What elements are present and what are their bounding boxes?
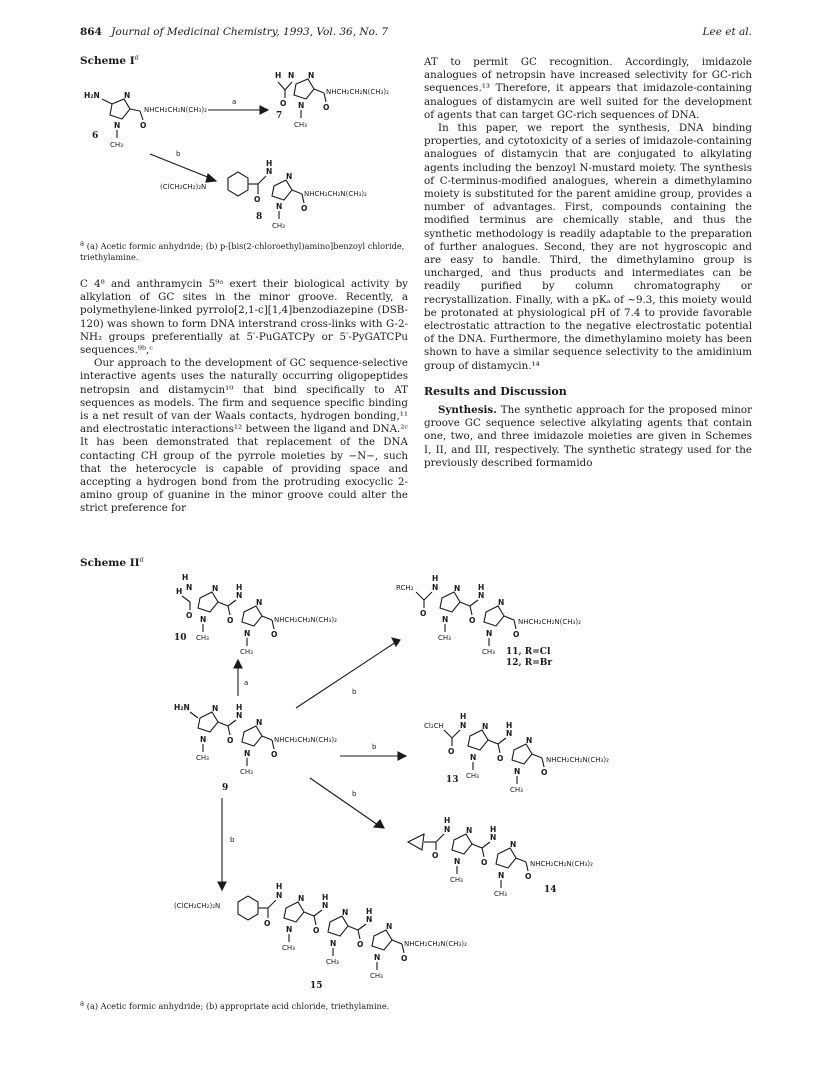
scheme-1-title: Scheme $I^a$ [80, 53, 139, 67]
scheme-2-diagram [160, 570, 720, 1010]
svg-text:CH₃: CH₃ [196, 634, 209, 642]
svg-text:H: H [444, 816, 451, 825]
svg-text:O: O [271, 750, 278, 759]
scheme-2-title: Scheme $II^a$ [80, 555, 144, 569]
svg-text:N: N [200, 615, 207, 624]
scheme-2-title-mark: a [139, 555, 144, 564]
svg-text:O: O [525, 872, 532, 881]
svg-text:N: N [498, 598, 505, 607]
compound-7-label: 7 [276, 111, 283, 121]
compound-14-structure [408, 816, 593, 898]
svg-text:CH₃: CH₃ [466, 772, 479, 780]
svg-text:H: H [182, 573, 189, 582]
svg-text:N: N [470, 753, 477, 762]
compound-6-structure [84, 91, 207, 149]
svg-text:N: N [244, 749, 251, 758]
svg-text:H: H [460, 712, 467, 721]
right-paragraph-1: AT to permit GC recognition. Accordingly, imidazole analogues of netropsin have increased selectivity for GC-rich sequences.¹³ Therefore, it appears that imidazole-containing analogues of distamycin are well suited for the development of agents that can target GC-rich sequences of DNA. [424, 56, 752, 121]
svg-text:N: N [200, 735, 207, 744]
svg-text:H₂N: H₂N [174, 703, 190, 712]
compound-11-label: 11, R=Cl [506, 647, 551, 657]
svg-text:O: O [541, 768, 548, 777]
svg-text:N: N [506, 729, 513, 738]
svg-text:NHCH₂CH₂N(CH₃)₂: NHCH₂CH₂N(CH₃)₂ [518, 618, 581, 626]
svg-text:O: O [323, 103, 330, 112]
compound-12-label: 12, R=Br [506, 658, 553, 668]
scheme-1-diagram [80, 68, 410, 238]
svg-text:O: O [280, 99, 287, 108]
svg-text:N: N [288, 71, 295, 80]
svg-text:N: N [482, 722, 489, 731]
svg-text:NHCH₂CH₂N(CH₃)₂: NHCH₂CH₂N(CH₃)₂ [546, 756, 609, 764]
svg-text:O: O [313, 926, 320, 935]
scheme-2-reagent-b-2: b [372, 743, 377, 751]
svg-text:NHCH₂CH₂N(CH₃)₂: NHCH₂CH₂N(CH₃)₂ [404, 940, 467, 948]
svg-text:O: O [469, 616, 476, 625]
left-column [80, 278, 408, 516]
svg-text:(ClCH₂CH₂)₂N: (ClCH₂CH₂)₂N [160, 183, 207, 191]
svg-text:N: N [236, 711, 243, 720]
svg-text:CH₃: CH₃ [450, 876, 463, 884]
compound-15-label: 15 [310, 981, 323, 991]
svg-text:NHCH₂CH₂N(CH₃)₂: NHCH₂CH₂N(CH₃)₂ [530, 860, 593, 868]
compound-13-structure [424, 712, 609, 794]
svg-text:N: N [444, 825, 451, 834]
right-paragraph-2: In this paper, we report the synthesis, DNA binding properties, and cytotoxicity of a series of imidazole-containing analogues of distamycin that are conjugated to alkylating agents including the benzoyl N-mustard moiety. The synthesis of C-terminus-modified analogues, wherein a dimethylamino moiety is substituted for the parent amidine group, provides a number of advantages. First, compounds containing the modified terminus are chemically stable, and thus the synthetic methodology is readily adaptable to the preparation of further analogues. Second, they are not hygroscopic and are easy to handle. Third, the dimethylamino group is uncharged, and thus products and intermediates can be readily purified by column chromatography or recrystallization. Finally, with a pKₐ of ~9.3, this moiety would be protonated at physiological pH of 7.4 to provide favorable electrostatic attraction to the negative electrostatic potential of the DNA. Furthermore, the dimethylamino moiety has been shown to have a similar sequence selectivity to the amidinium group of distamycin.¹⁴ [424, 122, 752, 372]
svg-text:N: N [466, 826, 473, 835]
svg-text:N: N [366, 915, 373, 924]
svg-text:N: N [186, 583, 193, 592]
svg-text:H: H [236, 703, 243, 712]
svg-text:N: N [432, 583, 439, 592]
svg-text:N: N [256, 598, 263, 607]
svg-text:N: N [298, 894, 305, 903]
left-paragraph-2: Our approach to the development of GC sequence-selective interactive agents uses the naturally occurring oligopeptides netropsin and distamycin¹⁰ that bind specifically to AT sequences as models. The firm and sequence specific binding is a net result of van der Waals contacts, hydrogen bonding,¹¹ and electrostatic interactions¹² between the ligand and DNA.²ᶜ It has been demonstrated that replacement of the DNA contacting CH group of the pyrrole moieties by −N−, such that the heterocycle is capable of providing space and accepting a hydrogen bond from the protruding exocyclic 2-amino group of guanine in the minor groove could alter the strict preference for [80, 357, 408, 515]
svg-text:N: N [308, 71, 315, 80]
svg-text:CH₃: CH₃ [272, 222, 285, 230]
compound-8-label: 8 [256, 212, 263, 222]
right-column [424, 56, 752, 470]
svg-text:NHCH₂CH₂N(CH₃)₂: NHCH₂CH₂N(CH₃)₂ [274, 616, 337, 624]
svg-text:N: N [276, 202, 283, 211]
scheme-2-reagent-b-4: b [230, 836, 235, 844]
svg-text:N: N [454, 584, 461, 593]
compound-11-12-structure [396, 574, 581, 668]
svg-text:N: N [286, 172, 293, 181]
svg-text:CH₃: CH₃ [510, 786, 523, 794]
svg-text:N: N [236, 591, 243, 600]
svg-text:CH₃: CH₃ [240, 768, 253, 776]
svg-text:N: N [212, 584, 219, 593]
svg-text:H₂N: H₂N [84, 91, 100, 100]
scheme-2-reagent-b-1: b [352, 688, 357, 696]
svg-text:O: O [420, 609, 427, 618]
svg-text:O: O [140, 121, 147, 130]
svg-text:O: O [513, 630, 520, 639]
compound-15-structure [174, 882, 467, 991]
svg-text:O: O [227, 616, 234, 625]
svg-text:N: N [330, 939, 337, 948]
svg-text:O: O [448, 747, 455, 756]
svg-text:O: O [254, 195, 261, 204]
svg-text:N: N [510, 840, 517, 849]
svg-text:N: N [286, 925, 293, 934]
svg-text:H: H [236, 583, 243, 592]
compound-9-label: 9 [222, 783, 229, 793]
svg-text:N: N [442, 615, 449, 624]
svg-text:N: N [460, 721, 467, 730]
svg-text:NHCH₂CH₂N(CH₃)₂: NHCH₂CH₂N(CH₃)₂ [144, 106, 207, 114]
compound-10-label: 10 [174, 633, 187, 643]
svg-text:CH₃: CH₃ [110, 141, 123, 149]
scheme-2-footnote: a (a) Acetic formic anhydride; (b) appropriate acid chloride, triethylamine. [80, 999, 390, 1011]
svg-text:N: N [478, 591, 485, 600]
svg-text:CH₃: CH₃ [282, 944, 295, 952]
svg-text:Cl₂CH: Cl₂CH [424, 722, 444, 730]
svg-text:O: O [481, 858, 488, 867]
svg-text:H: H [478, 583, 485, 592]
svg-text:N: N [114, 121, 121, 130]
svg-text:N: N [386, 922, 393, 931]
svg-text:H: H [176, 587, 183, 596]
svg-text:CH₃: CH₃ [370, 972, 383, 980]
svg-text:CH₃: CH₃ [240, 648, 253, 656]
section-heading: Results and Discussion [424, 384, 567, 398]
running-header [80, 26, 752, 42]
compound-10-structure [174, 573, 337, 656]
synthesis-lead: Synthesis. [438, 404, 497, 417]
svg-text:O: O [357, 940, 364, 949]
svg-text:H: H [432, 574, 439, 583]
svg-text:N: N [124, 91, 131, 100]
svg-text:H: H [275, 71, 282, 80]
svg-text:N: N [266, 167, 273, 176]
svg-text:N: N [322, 901, 329, 910]
svg-text:CH₃: CH₃ [494, 890, 507, 898]
svg-text:CH₃: CH₃ [482, 648, 495, 656]
svg-text:O: O [497, 754, 504, 763]
scheme-2-reagent-b-3: b [352, 790, 357, 798]
svg-text:(ClCH₂CH₂)₂N: (ClCH₂CH₂)₂N [174, 902, 221, 910]
page-number: 864 [80, 26, 102, 38]
svg-text:N: N [342, 908, 349, 917]
svg-text:NHCH₂CH₂N(CH₃)₂: NHCH₂CH₂N(CH₃)₂ [326, 88, 389, 96]
compound-8-structure [160, 159, 367, 230]
compound-13-label: 13 [446, 775, 459, 785]
svg-text:N: N [276, 891, 283, 900]
svg-text:O: O [227, 736, 234, 745]
svg-text:N: N [490, 833, 497, 842]
scheme-1-title-mark: a [134, 53, 139, 62]
scheme-1-footnote: a (a) Acetic formic anhydride; (b) p-[bis(2-chloroethyl)amino]benzoyl chloride, triethylamine. [80, 239, 405, 262]
svg-text:O: O [401, 954, 408, 963]
svg-text:N: N [374, 953, 381, 962]
journal-citation: Journal of Medicinal Chemistry, 1993, Vol. 36, No. 7 [111, 26, 389, 38]
compound-6-label: 6 [92, 131, 99, 141]
svg-text:H: H [366, 907, 373, 916]
svg-text:H: H [276, 882, 283, 891]
left-paragraph-1: C 4⁸ and anthramycin 5⁹ᵃ exert their biological activity by alkylation of GC sites in the minor groove. Recently, a polymethylene-linked pyrrolo[2,1-c][1,4]benzodiazepine (DSB-120) was shown to form DNA interstrand cross-links with G-2-NH₂ groups preferentially at 5′-PuGATCPy or 5′-PyGATCPu sequences.⁹ᵇ,ᶜ [80, 278, 408, 357]
svg-text:N: N [454, 857, 461, 866]
scheme-1-reagent-a: a [232, 98, 237, 106]
svg-text:NHCH₂CH₂N(CH₃)₂: NHCH₂CH₂N(CH₃)₂ [304, 190, 367, 198]
scheme-2-reagent-a: a [244, 679, 249, 687]
svg-text:N: N [514, 767, 521, 776]
compound-7-structure [275, 71, 389, 129]
running-author: Lee et al. [702, 26, 752, 38]
right-paragraph-3: Synthesis. The synthetic approach for the proposed minor groove GC sequence selective alkylating agents that contain one, two, and three imidazole moieties are given in Schemes I, II, and III, respectively. The synthetic strategy used for the previously described formamido [424, 404, 752, 469]
svg-text:O: O [271, 630, 278, 639]
scheme-1-reagent-b: b [176, 150, 181, 158]
svg-text:RCH₂: RCH₂ [396, 584, 414, 592]
svg-text:CH₃: CH₃ [196, 754, 209, 762]
svg-text:CH₃: CH₃ [326, 958, 339, 966]
svg-text:H: H [506, 721, 513, 730]
svg-text:N: N [256, 718, 263, 727]
svg-text:O: O [432, 851, 439, 860]
svg-text:H: H [266, 159, 273, 168]
compound-14-label: 14 [544, 885, 557, 895]
svg-text:N: N [298, 101, 305, 110]
svg-text:N: N [244, 629, 251, 638]
svg-text:H: H [322, 893, 329, 902]
svg-text:CH₃: CH₃ [438, 634, 451, 642]
svg-text:O: O [301, 204, 308, 213]
svg-text:O: O [264, 919, 271, 928]
svg-text:N: N [486, 629, 493, 638]
svg-text:N: N [526, 736, 533, 745]
svg-text:O: O [186, 611, 193, 620]
svg-text:N: N [212, 704, 219, 713]
svg-text:NHCH₂CH₂N(CH₃)₂: NHCH₂CH₂N(CH₃)₂ [274, 736, 337, 744]
svg-text:CH₃: CH₃ [294, 121, 307, 129]
svg-text:H: H [490, 825, 497, 834]
svg-text:N: N [498, 871, 505, 880]
